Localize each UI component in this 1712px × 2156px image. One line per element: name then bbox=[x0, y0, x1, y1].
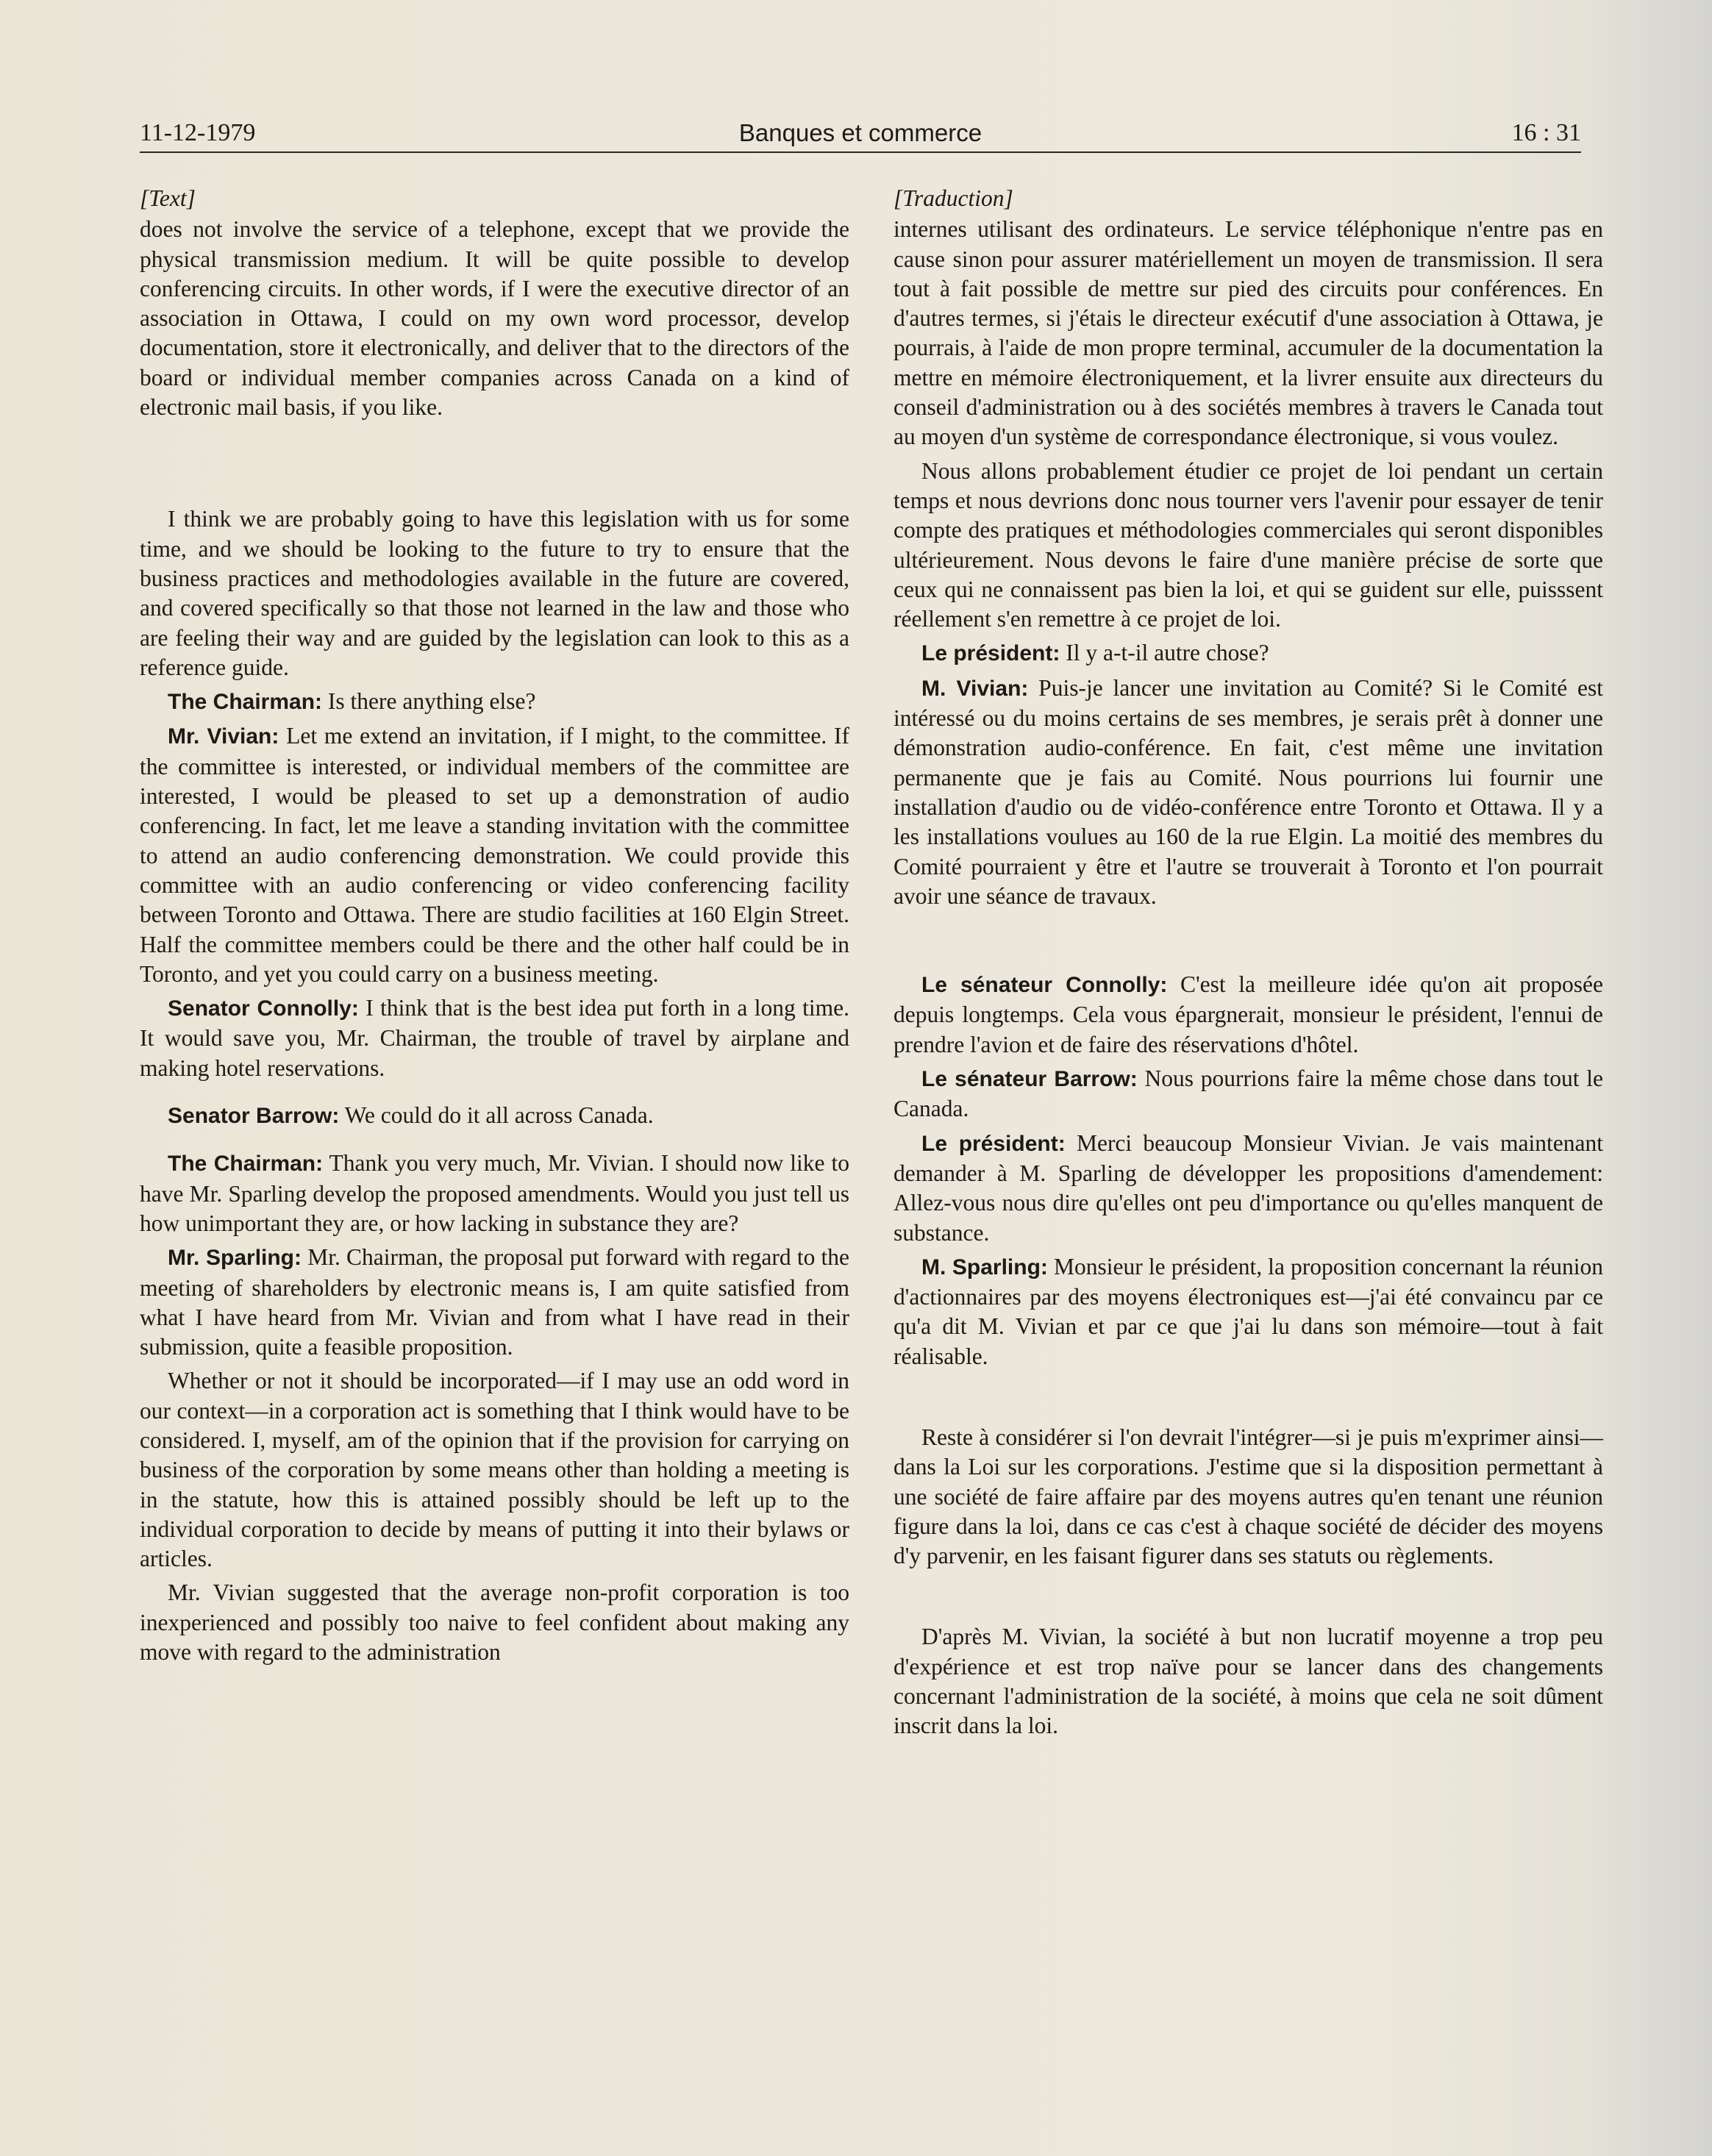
speech-text: Il y a-t-il autre chose? bbox=[1066, 640, 1269, 666]
speaker-name: Le président: bbox=[921, 1131, 1066, 1156]
header-title: Banques et commerce bbox=[738, 119, 982, 146]
speech-text: Monsieur le président, la proposition concernant la réunion d'actionnaires par des moyens électroniques est—j'ai été convaincu par ce qu'a dit M. Vivian et par ce que j'ai lu dans son mémoire—tout à fait réalisable. bbox=[894, 1253, 1604, 1369]
french-column bbox=[894, 184, 1603, 1741]
header-page-number: 16 : 31 bbox=[1511, 119, 1581, 146]
speech-paragraph bbox=[894, 1064, 1603, 1124]
speech-paragraph bbox=[140, 687, 849, 717]
speaker-name: Le sénateur Barrow: bbox=[921, 1067, 1138, 1092]
speech-text: C'est la meilleure idée qu'on ait proposée depuis longtemps. Cela vous épargnerait, monsieur le président, l'ennui de prendre l'avion et de faire des réservations d'hôtel. bbox=[894, 971, 1604, 1057]
paragraph: Whether or not it should be incorporated—if I may use an odd word in our context—in a corporation act is something that I think would have to be considered. I, myself, am of the opinion that if the provision for carrying on business of the corporation by some means other than holding a meeting is in the statute, how this is attained possibly should be left up to the individual corporation to decide by means of putting it into their bylaws or articles. bbox=[140, 1368, 849, 1572]
speech-paragraph bbox=[140, 1101, 849, 1131]
speech-paragraph bbox=[894, 638, 1603, 668]
speaker-name: Mr. Sparling: bbox=[168, 1246, 302, 1271]
speech-text: Let me extend an invitation, if I might, to the committee. If the committee is interested, or individual members of the committee are interested, I would be pleased to set up a demonstration of audio conferencing. In fact, let me leave a standing invitation with the committee to attend an audio conferencing demonstration. We could provide this committee with an audio conferencing or video conferencing facility between Toronto and Ottawa. There are studio facilities at 160 Elgin Street. Half the committee members could be there and the other half could be in Toronto, and yet you could carry on a business meeting. bbox=[140, 723, 849, 987]
speaker-name: The Chairman: bbox=[168, 1152, 324, 1177]
paragraph: I think we are probably going to have this legislation with us for some time, and we should be looking to the future to try to ensure that the business practices and methodologies available in the future are covered, and covered specifically so that those not learned in the law and those who are feeling their way and are guided by the legislation can look to this as a reference guide. bbox=[140, 506, 849, 680]
speech-paragraph bbox=[140, 721, 849, 989]
paragraph: Nous allons probablement étudier ce projet de loi pendant un certain temps et nous devrions donc nous tourner vers l'avenir pour essayer de tenir compte des pratiques et méthodologies commerciales qui seront disponibles ultérieurement. Nous devons le faire d'une manière précise de sorte que ceux qui ne connaissent pas bien la loi, et qui se guident sur elle, puisssent réellement s'en remettre à ce projet de loi. bbox=[894, 457, 1603, 632]
speech-text: Merci beaucoup Monsieur Vivian. Je vais maintenant demander à M. Sparling de développer les propositions d'amendement: Allez-vous nous dire qu'elles ont peu d'importance ou qu'elles manquent de substance. bbox=[894, 1129, 1604, 1246]
speaker-name: Mr. Vivian: bbox=[168, 724, 279, 749]
speaker-name: M. Vivian: bbox=[921, 676, 1029, 701]
speech-text: Nous pourrions faire la même chose dans tout le Canada. bbox=[894, 1065, 1604, 1122]
speech-text: Puis-je lancer une invitation au Comité? Si le Comité est intéressé ou du moins certains de ses membres, je serais prêt à donner une démonstration audio-conférence. En fait, c'est même une invitation permanente que je fais au Comité. Nous pourrions lui fournir une installation d'audio ou de vidéo-conférence entre Toronto et Ottawa. Il y a les installations voulues au 160 de la rue Elgin. La moitié des membres du Comité pourraient y être et l'autre se trouverait à Toronto et l'on pourrait avoir une séance de travaux. bbox=[894, 674, 1604, 909]
speech-text: I think that is the best idea put forth in a long time. It would save you, Mr. Chairman, the trouble of travel by airplane and making hotel reservations. bbox=[140, 995, 849, 1081]
speaker-name: M. Sparling: bbox=[921, 1254, 1048, 1279]
speech-paragraph bbox=[140, 1149, 849, 1238]
speech-text: Is there anything else? bbox=[327, 688, 536, 715]
speech-text: We could do it all across Canada. bbox=[344, 1102, 654, 1129]
paragraph: Reste à considérer si l'on devrait l'intégrer—si je puis m'exprimer ainsi—dans la Loi sur les corporations. J'estime que si la disposition permettant à une société de faire affaire par des moyens autres qu'en tenant une réunion figure dans la loi, dans ce cas c'est à chaque société de décider des moyens d'y parvenir, en les faisant figurer dans ses statuts ou règlements. bbox=[894, 1424, 1603, 1569]
speech-paragraph bbox=[894, 1129, 1603, 1248]
speech-text: Mr. Chairman, the proposal put forward with regard to the meeting of shareholders by electronic means is, I am quite satisfied from what I have heard from Mr. Vivian and from what I have read in their submission, quite a feasible proposition. bbox=[140, 1244, 850, 1360]
speech-paragraph bbox=[894, 1252, 1603, 1371]
header-date: 11-12-1979 bbox=[140, 119, 256, 146]
page-header bbox=[140, 110, 1581, 153]
speech-text: Thank you very much, Mr. Vivian. I should now like to have Mr. Sparling develop the proposed amendments. Would you just tell us how unimportant they are, or how lacking in substance they are? bbox=[140, 1150, 849, 1236]
paragraph: Mr. Vivian suggested that the average non-profit corporation is too inexperienced and possibly too naive to feel confident about making any move with regard to the administration bbox=[140, 1579, 849, 1666]
text-label: [Text] bbox=[140, 185, 196, 211]
paragraph: internes utilisant des ordinateurs. Le service téléphonique n'entre pas en cause sinon pour assurer matériellement un moyen de transmission. Il sera tout à fait possible de mettre sur pied des circuits pour conférences. En d'autres termes, si j'étais le directeur exécutif d'une association à Ottawa, je pourrais, à l'aide de mon propre terminal, accumuler de la documentation la mettre en mémoire électroniquement, et la livrer ensuite aux directeurs du conseil d'administration ou à des sociétés membres à travers le Canada tout au moyen d'un système de correspondance électronique, si vous voulez. bbox=[894, 216, 1603, 450]
speaker-name: Le président: bbox=[921, 641, 1060, 666]
translation-label: [Traduction] bbox=[894, 185, 1013, 211]
speaker-name: Le sénateur Connolly: bbox=[921, 973, 1168, 998]
speech-paragraph bbox=[894, 674, 1603, 911]
paragraph: D'après M. Vivian, la société à but non lucratif moyenne a trop peu d'expérience et est trop naïve pour se lancer dans des changements concernant l'administration de la société, à moins que cela ne soit dûment inscrit dans la loi. bbox=[894, 1624, 1603, 1739]
speech-paragraph bbox=[894, 970, 1603, 1060]
speaker-name: Senator Connolly: bbox=[168, 996, 359, 1021]
speech-paragraph bbox=[140, 993, 849, 1083]
english-column bbox=[140, 184, 849, 1667]
speaker-name: The Chairman: bbox=[168, 690, 323, 715]
paragraph: does not involve the service of a telephone, except that we provide the physical transmission medium. It will be quite possible to develop conferencing circuits. In other words, if I were the executive director of an association in Ottawa, I could on my own word processor, develop documentation, store it electronically, and deliver that to the directors of the board or individual member companies across Canada on a kind of electronic mail basis, if you like. bbox=[140, 216, 849, 421]
speech-paragraph bbox=[140, 1243, 849, 1362]
speaker-name: Senator Barrow: bbox=[168, 1104, 340, 1129]
